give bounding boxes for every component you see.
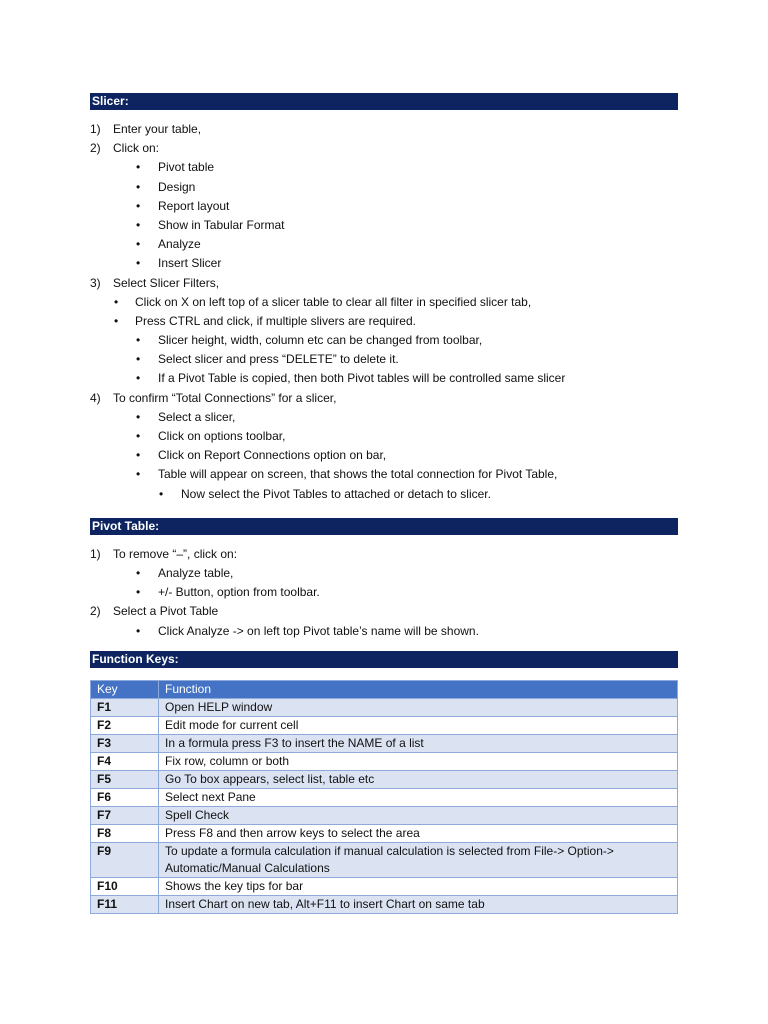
table-row: F5 Go To box appears, select list, table etc <box>91 770 678 788</box>
table-row: F2 Edit mode for current cell <box>91 716 678 734</box>
pivot-steps <box>90 545 678 641</box>
pivot-table-heading: Pivot Table: <box>90 518 678 535</box>
table-row: F1 Open HELP window <box>91 698 678 716</box>
bullet-item: • Click on X on left top of a slicer table to clear all filter in specified slicer tab, <box>114 294 532 309</box>
table-row: F10 Shows the key tips for bar <box>91 877 678 895</box>
list-item: 4) To confirm “Total Connections” for a slicer, <box>90 390 337 405</box>
bullet-item: • Click Analyze -> on left top Pivot table’s name will be shown. <box>136 623 479 638</box>
table-row: F3 In a formula press F3 to insert the NAME of a list <box>91 734 678 752</box>
bullet-item: • Select slicer and press “DELETE” to delete it. <box>136 352 399 367</box>
bullet-item: • Now select the Pivot Tables to attached or detach to slicer. <box>159 486 491 501</box>
bullet-item: • Press CTRL and click, if multiple slivers are required. <box>114 313 416 328</box>
list-item: 1) To remove “–”, click on: <box>90 546 238 561</box>
list-item: 1) Enter your table, <box>90 122 202 136</box>
function-keys-heading: Function Keys: <box>90 651 678 668</box>
bullet-item: • Pivot table <box>136 160 215 175</box>
bullet-item: • Analyze <box>136 237 201 252</box>
list-item: 2) Click on: <box>90 141 160 156</box>
slicer-steps <box>90 120 678 504</box>
bullet-item: • Analyze table, <box>136 565 234 580</box>
column-header-function: Function <box>159 680 678 698</box>
function-keys-table <box>90 680 678 914</box>
bullet-item: • Select a slicer, <box>136 409 236 424</box>
table-row: F9 To update a formula calculation if manual calculation is selected from File-> Option-> Automatic/Manual Calculations <box>91 842 678 877</box>
bullet-item: • If a Pivot Table is copied, then both Pivot tables will be controlled same slicer <box>136 371 566 386</box>
list-item: 3) Select Slicer Filters, <box>90 275 220 290</box>
table-row: F4 Fix row, column or both <box>91 752 678 770</box>
bullet-item: • Insert Slicer <box>136 256 222 271</box>
bullet-item: • Click on Report Connections option on bar, <box>136 448 387 463</box>
table-row: F11 Insert Chart on new tab, Alt+F11 to insert Chart on same tab <box>91 895 678 913</box>
table-header-row <box>91 680 678 698</box>
bullet-item: • Table will appear on screen, that shows the total connection for Pivot Table, <box>136 467 558 482</box>
bullet-item: • +/- Button, option from toolbar. <box>136 585 320 600</box>
bullet-item: • Show in Tabular Format <box>136 217 285 232</box>
table-row: F6 Select next Pane <box>91 788 678 806</box>
slicer-heading: Slicer: <box>90 93 678 110</box>
column-header-key: Key <box>91 680 159 698</box>
bullet-item: • Slicer height, width, column etc can be changed from toolbar, <box>136 333 483 348</box>
document-page <box>90 93 678 914</box>
bullet-item: • Click on options toolbar, <box>136 429 286 443</box>
list-item: 2) Select a Pivot Table <box>90 604 219 619</box>
table-row: F7 Spell Check <box>91 806 678 824</box>
bullet-item: • Design <box>136 179 196 194</box>
bullet-item: • Report layout <box>136 198 230 213</box>
table-row: F8 Press F8 and then arrow keys to select the area <box>91 824 678 842</box>
